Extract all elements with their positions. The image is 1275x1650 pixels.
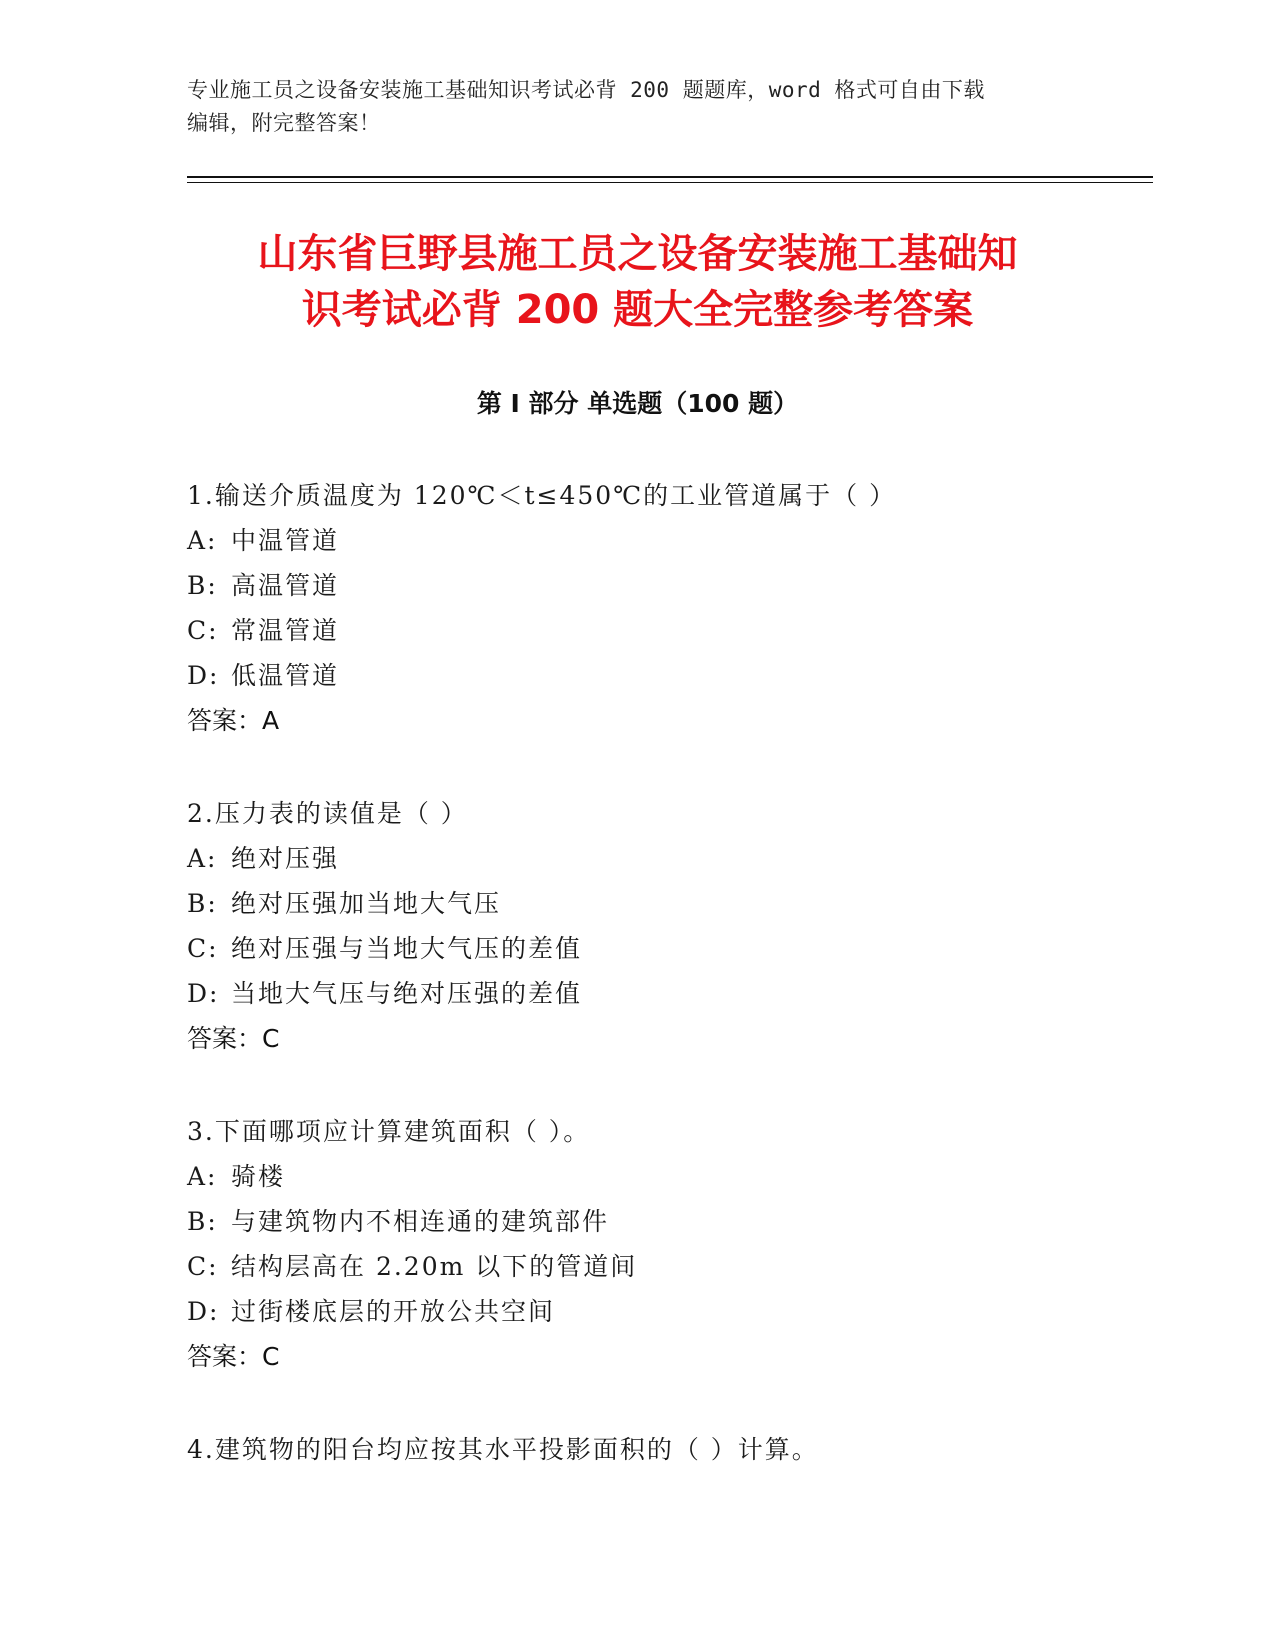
option-text: 骑楼 (231, 1162, 286, 1191)
option-text: 高温管道 (231, 571, 340, 600)
question-2 (187, 791, 1087, 1061)
document-title-line-1: 山东省巨野县施工员之设备安装施工基础知 (257, 231, 1018, 277)
option-text: 中温管道 (231, 526, 340, 555)
question-1 (187, 473, 1087, 743)
question-stem: 4.建筑物的阳台均应按其水平投影面积的（ ）计算。 (187, 1435, 819, 1464)
document-title-line-2: 识考试必背 200 题大全完整参考答案 (301, 287, 974, 333)
option-text: 过街楼底层的开放公共空间 (231, 1297, 556, 1326)
option-text: 结构层高在 2.20m 以下的管道间 (231, 1252, 638, 1281)
question-answer: 答案：C (187, 1024, 280, 1053)
question-option-d (187, 971, 1087, 1016)
question-option-c (187, 926, 1087, 971)
question-option-b (187, 563, 1087, 608)
option-key: A: (187, 844, 218, 873)
option-key: B: (187, 571, 218, 600)
question-option-a (187, 1154, 1087, 1199)
option-key: D: (187, 979, 220, 1008)
question-3 (187, 1109, 1087, 1379)
option-text: 常温管道 (231, 616, 340, 645)
question-option-b (187, 1199, 1087, 1244)
option-key: A: (187, 526, 218, 555)
option-text: 绝对压强与当地大气压的差值 (231, 934, 583, 963)
question-option-c (187, 608, 1087, 653)
question-option-b (187, 881, 1087, 926)
question-option-a (187, 836, 1087, 881)
option-key: B: (187, 1207, 218, 1236)
option-key: C: (187, 934, 219, 963)
header-divider-thick (187, 176, 1153, 178)
option-key: C: (187, 616, 219, 645)
option-text: 与建筑物内不相连通的建筑部件 (231, 1207, 610, 1236)
question-option-c (187, 1244, 1087, 1289)
question-answer: 答案：C (187, 1342, 280, 1371)
header-note-line-1: 专业施工员之设备安装施工基础知识考试必背 200 题题库，word 格式可自由下载 (187, 78, 985, 102)
option-key: D: (187, 1297, 220, 1326)
option-key: D: (187, 661, 220, 690)
question-option-d (187, 1289, 1087, 1334)
document-title (140, 226, 1135, 338)
question-option-a (187, 518, 1087, 563)
header-note-line-2: 编辑，附完整答案！ (187, 111, 381, 135)
option-text: 绝对压强 (231, 844, 340, 873)
question-stem: 1.输送介质温度为 120℃＜t≤450℃的工业管道属于（ ） (187, 481, 897, 510)
option-key: C: (187, 1252, 219, 1281)
question-stem: 2.压力表的读值是（ ） (187, 799, 468, 828)
question-4 (187, 1427, 1087, 1472)
option-key: B: (187, 889, 218, 918)
section-title: 第 I 部分 单选题（100 题） (476, 389, 799, 418)
question-stem: 3.下面哪项应计算建筑面积（ ）。 (187, 1117, 591, 1146)
header-divider-thin (187, 182, 1153, 183)
option-key: A: (187, 1162, 218, 1191)
question-option-d (187, 653, 1087, 698)
header-note (187, 74, 1067, 140)
option-text: 当地大气压与绝对压强的差值 (231, 979, 583, 1008)
option-text: 低温管道 (231, 661, 340, 690)
option-text: 绝对压强加当地大气压 (231, 889, 502, 918)
question-answer: 答案：A (187, 706, 280, 735)
